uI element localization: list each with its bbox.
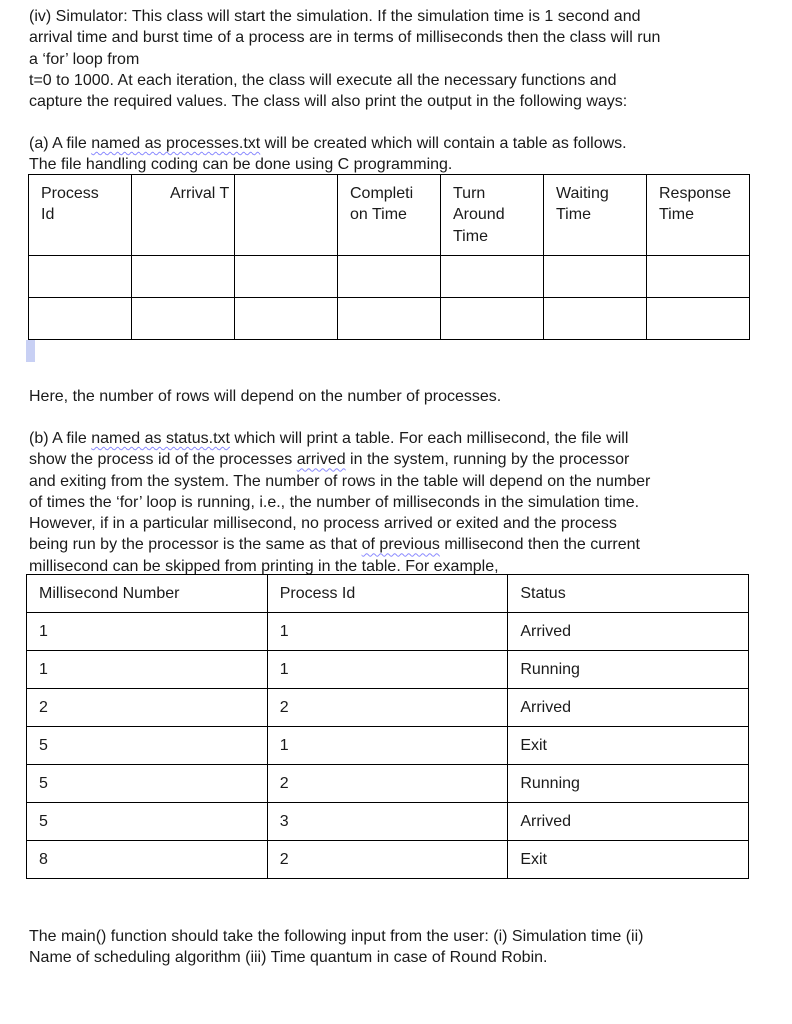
cell-millisecond: 5 <box>27 727 268 765</box>
cell-status: Running <box>508 651 749 689</box>
table-row <box>27 841 749 879</box>
table-row <box>29 256 750 298</box>
empty-cell <box>544 256 647 298</box>
cell-process-id: 1 <box>267 613 508 651</box>
cell-status: Exit <box>508 727 749 765</box>
table-row <box>27 803 749 841</box>
table-row <box>27 651 749 689</box>
header-response-time: Response Time <box>647 175 750 256</box>
header-empty <box>235 175 338 256</box>
text-run: will be created which will contain a table as follows. <box>260 135 627 152</box>
text-run: which will print a table. For each millisecond, the file will <box>229 430 629 447</box>
cell-status: Running <box>508 765 749 803</box>
empty-cell <box>544 298 647 340</box>
text-run: (a) A file <box>29 135 92 152</box>
part-b-line <box>29 428 769 449</box>
table-header-row <box>29 175 750 256</box>
processes-table <box>28 174 750 340</box>
status-table <box>26 574 749 879</box>
header-turnaround-time: Turn Around Time <box>441 175 544 256</box>
spellcheck-underline: named as status.txt <box>91 430 230 447</box>
text-run: (b) A file <box>29 430 92 447</box>
empty-cell <box>441 298 544 340</box>
part-b-paragraph <box>29 428 769 577</box>
main-function-note <box>29 926 769 969</box>
part-b-line: of times the ‘for’ loop is running, i.e., the number of milliseconds in the simulation time. <box>29 493 640 511</box>
intro-line: a ‘for’ loop from <box>29 50 140 68</box>
empty-cell <box>338 298 441 340</box>
cell-millisecond: 1 <box>27 613 268 651</box>
cell-process-id: 2 <box>267 841 508 879</box>
part-a-line-1 <box>29 133 769 154</box>
part-b-line: However, if in a particular millisecond, no process arrived or exited and the process <box>29 515 617 533</box>
empty-cell <box>29 298 132 340</box>
header-completion-time: Completi on Time <box>338 175 441 256</box>
header-process-id: Process Id <box>267 575 508 613</box>
cell-millisecond: 5 <box>27 765 268 803</box>
part-b-line <box>29 534 769 555</box>
empty-cell <box>647 298 750 340</box>
empty-cell <box>235 256 338 298</box>
table-row <box>27 727 749 765</box>
part-b-line: millisecond can be skipped from printing in the table. For example, <box>29 557 499 575</box>
text-run: millisecond then the current <box>439 536 640 554</box>
text-cursor <box>26 340 35 362</box>
table-row <box>29 298 750 340</box>
cell-process-id: 2 <box>267 765 508 803</box>
cell-status: Exit <box>508 841 749 879</box>
table-header-row <box>27 575 749 613</box>
empty-cell <box>338 256 441 298</box>
part-b-line <box>29 449 769 470</box>
rows-note: Here, the number of rows will depend on the number of processes. <box>29 388 502 405</box>
text-run: being run by the processor is the same as that <box>29 536 362 554</box>
cell-process-id: 1 <box>267 727 508 765</box>
main-note-line: Name of scheduling algorithm (iii) Time quantum in case of Round Robin. <box>29 949 548 967</box>
spellcheck-underline: of previous <box>361 536 440 554</box>
cell-process-id: 1 <box>267 651 508 689</box>
cell-process-id: 2 <box>267 689 508 727</box>
table-row <box>27 613 749 651</box>
part-b-line: and exiting from the system. The number of rows in the table will depend on the number <box>29 472 651 490</box>
intro-line: (iv) Simulator: This class will start the simulation. If the simulation time is 1 second and <box>29 8 641 25</box>
header-process-id: Process Id <box>29 175 132 256</box>
main-note-line: The main() function should take the following input from the user: (i) Simulation time (ii) <box>29 928 644 945</box>
cell-process-id: 3 <box>267 803 508 841</box>
cell-millisecond: 8 <box>27 841 268 879</box>
header-arrival-time: Arrival T <box>132 175 235 256</box>
empty-cell <box>132 298 235 340</box>
intro-line: arrival time and burst time of a process are in terms of milliseconds then the class will run <box>29 29 661 47</box>
intro-paragraph <box>29 6 769 112</box>
cell-millisecond: 5 <box>27 803 268 841</box>
cell-status: Arrived <box>508 689 749 727</box>
cell-status: Arrived <box>508 613 749 651</box>
cell-millisecond: 1 <box>27 651 268 689</box>
part-a-line-2: The file handling coding can be done using C programming. <box>29 156 453 174</box>
header-status: Status <box>508 575 749 613</box>
header-millisecond: Millisecond Number <box>27 575 268 613</box>
intro-line: capture the required values. The class will also print the output in the following ways: <box>29 93 628 111</box>
table-row <box>27 689 749 727</box>
part-a-paragraph <box>29 133 769 176</box>
text-run: in the system, running by the processor <box>345 451 630 469</box>
table-row <box>27 765 749 803</box>
intro-line: t=0 to 1000. At each iteration, the class will execute all the necessary functions and <box>29 71 617 89</box>
header-waiting-time: Waiting Time <box>544 175 647 256</box>
cell-status: Arrived <box>508 803 749 841</box>
empty-cell <box>647 256 750 298</box>
spellcheck-underline: arrived <box>296 451 346 469</box>
empty-cell <box>132 256 235 298</box>
cell-millisecond: 2 <box>27 689 268 727</box>
text-run: show the process id of the processes <box>29 451 297 469</box>
empty-cell <box>441 256 544 298</box>
empty-cell <box>29 256 132 298</box>
empty-cell <box>235 298 338 340</box>
spellcheck-underline: named as processes.txt <box>91 135 261 152</box>
